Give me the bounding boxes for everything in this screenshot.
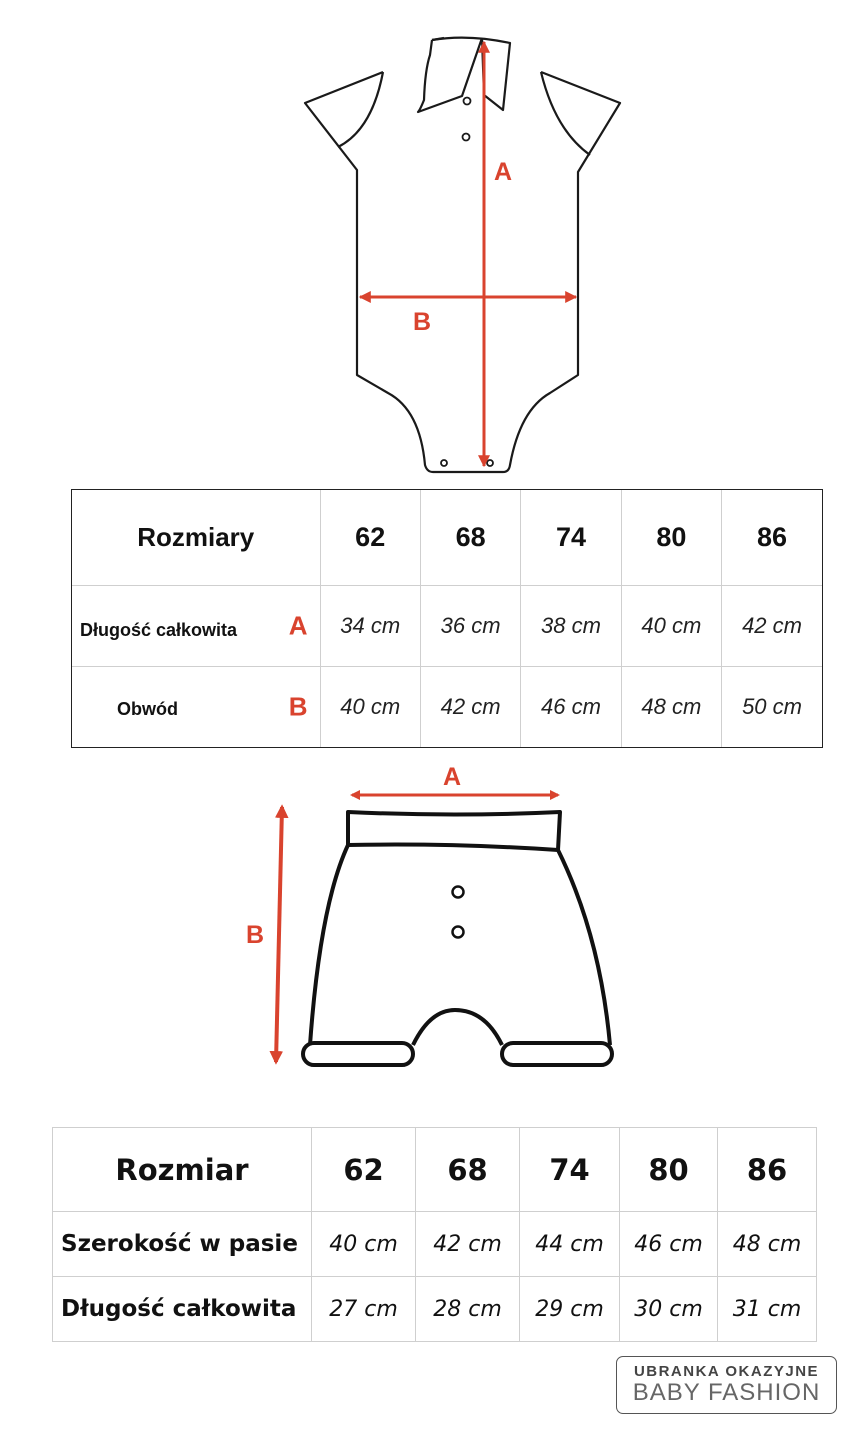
- shorts-buttons: [453, 887, 464, 938]
- row-label-cell: [72, 667, 320, 747]
- table-header-row: [53, 1128, 817, 1212]
- size-cell: 86: [722, 490, 822, 585]
- shorts-size-table: [52, 1127, 817, 1342]
- bodysuit-label-b: B: [413, 308, 432, 336]
- bodysuit-label-a: A: [494, 158, 513, 186]
- table-row: [72, 585, 822, 667]
- row-label: Długość całkowita: [80, 619, 238, 640]
- value-cell: 42 cm: [416, 1212, 520, 1277]
- logo-line-1: UBRANKA OKAZYJNE: [633, 1363, 820, 1380]
- value-cell: 40 cm: [320, 667, 420, 747]
- value-cell: 44 cm: [520, 1212, 620, 1277]
- value-cell: 42 cm: [420, 667, 520, 747]
- value-cell: 34 cm: [320, 585, 420, 667]
- value-cell: 46 cm: [620, 1212, 718, 1277]
- value-cell: 36 cm: [420, 585, 520, 667]
- value-cell: 40 cm: [312, 1212, 416, 1277]
- row-letter: B: [288, 691, 308, 722]
- bodysuit-outline: [305, 38, 620, 472]
- value-cell: 30 cm: [620, 1277, 718, 1342]
- value-cell: 46 cm: [521, 667, 621, 747]
- size-cell: 74: [521, 490, 621, 585]
- size-cell: 68: [420, 490, 520, 585]
- logo-line-2: BABY FASHION: [632, 1379, 821, 1406]
- value-cell: 28 cm: [416, 1277, 520, 1342]
- value-cell: 48 cm: [621, 667, 721, 747]
- value-cell: 40 cm: [621, 585, 721, 667]
- size-cell: 62: [312, 1128, 416, 1212]
- size-cell: 68: [416, 1128, 520, 1212]
- arrow-b-vertical: [276, 807, 282, 1062]
- row-label: Obwód: [117, 699, 178, 720]
- table-header-label: Rozmiar: [53, 1128, 312, 1212]
- size-cell: 80: [621, 490, 721, 585]
- value-cell: 50 cm: [722, 667, 822, 747]
- shorts-label-a: A: [443, 763, 462, 791]
- size-cell: 74: [520, 1128, 620, 1212]
- value-cell: 27 cm: [312, 1277, 416, 1342]
- shorts-diagram: [0, 755, 855, 1115]
- size-cell: 80: [620, 1128, 718, 1212]
- brand-logo: [616, 1356, 837, 1414]
- value-cell: 38 cm: [521, 585, 621, 667]
- row-label: Długość całkowita: [53, 1277, 312, 1342]
- row-label: Szerokość w pasie: [53, 1212, 312, 1277]
- row-label-cell: [72, 585, 320, 667]
- bodysuit-size-table: [71, 489, 823, 748]
- bodysuit-diagram: [0, 0, 855, 485]
- table-row: [53, 1212, 817, 1277]
- size-cell: 86: [718, 1128, 817, 1212]
- table-row: [53, 1277, 817, 1342]
- value-cell: 29 cm: [520, 1277, 620, 1342]
- table-header-row: [72, 490, 822, 585]
- size-cell: 62: [320, 490, 420, 585]
- value-cell: 42 cm: [722, 585, 822, 667]
- row-letter: A: [288, 610, 308, 641]
- shorts-label-b: B: [246, 921, 265, 949]
- value-cell: 31 cm: [718, 1277, 817, 1342]
- table-header-label: Rozmiary: [137, 521, 255, 552]
- table-row: [72, 667, 822, 747]
- value-cell: 48 cm: [718, 1212, 817, 1277]
